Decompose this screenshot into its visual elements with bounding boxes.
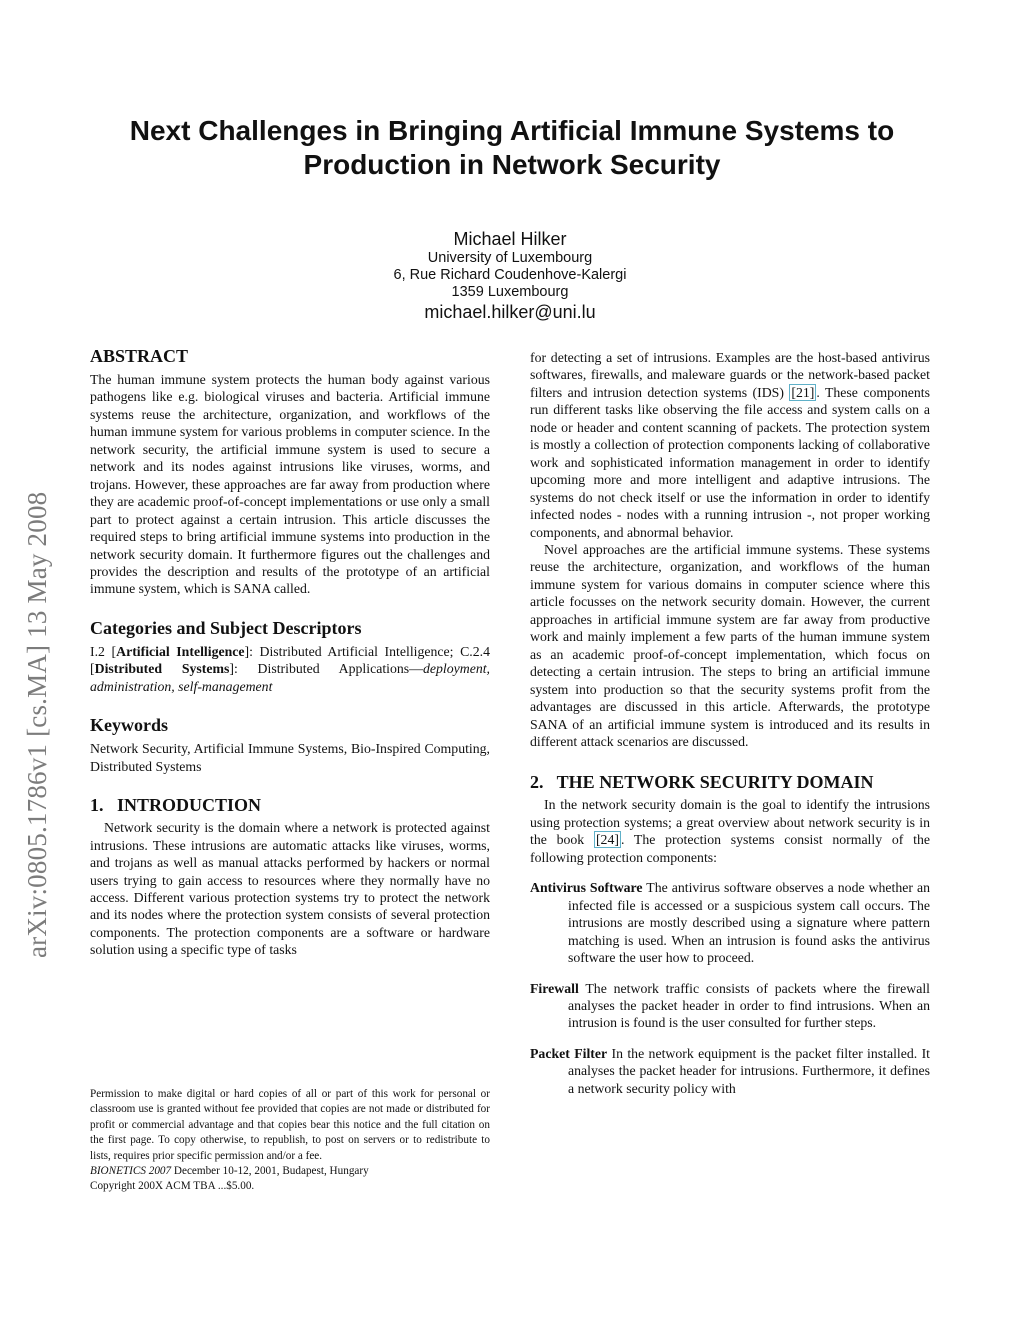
keywords-heading: Keywords bbox=[90, 715, 168, 736]
categories-part-2: ]: Distributed Artificial Intelligence; C.2.4 [ bbox=[90, 643, 490, 677]
introduction-heading: 1. INTRODUCTION bbox=[90, 795, 262, 816]
desc-firewall: The network traffic consists of packets where the firewall analyses the packet header in order to find intrusions. When an intrusion is found is the user consulted for further steps. bbox=[568, 980, 930, 1031]
intro-continued-part-2: . These components run different tasks like observing the file access and system calls on a node or header and content scanning of packets. The protection system is mostly a collection of protection components lacking of collaborative work and sophisticated information management in order to identify upcoming more and more intelligent and adaptive intrusions. The systems do not check itself or use the information in order to identify infected nodes - nodes with a running intrusion -, not proper working components, and abnormal behavior. bbox=[530, 384, 930, 540]
intro-continued-part-1: for detecting a set of intrusions. Examples are the host-based antivirus softwares, firewalls, and maleware guards or the network-based packet filters and intrusion detection systems (IDS) bbox=[530, 350, 930, 400]
abstract-text: The human immune system protects the human body against various pathogens like e.g. biological viruses and bacteria. Artificial immune systems reuse the architecture, organization, and workflows of the human immune system for various problems in computer science. In the network security, the artificial immune system is used to secure a network and its nodes against intrusions like viruses, worms, and trojans. However, these approaches are far away from production where they are academic proof-of-concept implementations or use only a small part to protect against a certain intrusion. This article discusses the required steps to bring artificial immune systems into production in the network security domain. It furthermore figures out the challenges and provides the description and results of the prototype of an artificial immune system, which is SANA called. bbox=[90, 372, 490, 597]
title-line-1: Next Challenges in Bringing Artificial Immune Systems to bbox=[129, 115, 895, 146]
introduction-paragraph-1: Network security is the domain where a network is protected against intrusions. These intrusions are automatic attacks like viruses, worms, and trojans as well as manual attacks performed by hackers or normal users trying to gain access to resources where they normally have no access. Different various protection systems try to protect the network and its nodes where the protection system consists of several protection components. The protection components are a software or hardware solution using a specific type of tasks bbox=[90, 820, 490, 958]
venue-line bbox=[90, 1164, 490, 1179]
right-column bbox=[530, 349, 930, 1097]
intro-paragraph-2: Novel approaches are the artificial immune systems. These systems reuse the architecture, organization, and workflows of the human immune system for various domains in computer science where this article focusses on the network security domain. However, the current approaches in artificial immune system are far away from productive work and mainly implement a few parts of the human immune system as an academic proof-of-concept implementation, which focus on detecting a certain intrusion. The steps to bring an artificial immune system into production so that the security systems profit from the advantages are discussed in this article. Afterwards, the prototype SANA of an artificial immune system is introduced and its results in different attack scenarios are discussed. bbox=[530, 541, 930, 749]
paper-title bbox=[60, 114, 964, 182]
title-line-2: Production in Network Security bbox=[303, 149, 721, 180]
venue-details: December 10-12, 2001, Budapest, Hungary bbox=[171, 1165, 369, 1178]
section-2-heading: 2. THE NETWORK SECURITY DOMAIN bbox=[530, 772, 874, 793]
author-block bbox=[310, 228, 710, 324]
term-firewall: Firewall bbox=[530, 980, 579, 996]
section-2-paragraph-1 bbox=[530, 796, 930, 866]
citation-24-link[interactable]: [24] bbox=[595, 832, 619, 848]
intro-continued-paragraph bbox=[530, 349, 930, 541]
author-affiliation-1: University of Luxembourg bbox=[427, 250, 593, 266]
permission-footnote bbox=[90, 1087, 490, 1195]
categories-terms: deployment, administration, self-management bbox=[90, 661, 490, 694]
term-packet-filter: Packet Filter bbox=[530, 1045, 608, 1061]
desc-packet-filter: In the network equipment is the packet filter installed. It analyses the packet header for intrusions. Furthermore, it defines a network security policy with bbox=[568, 1045, 930, 1096]
category-distributed-systems: Distributed Systems bbox=[94, 661, 230, 677]
citation-21-link[interactable]: [21] bbox=[791, 384, 815, 400]
author-affiliation-2: 6, Rue Richard Coudenhove-Kalergi bbox=[393, 267, 627, 283]
categories-text bbox=[90, 643, 490, 695]
arxiv-stamp bbox=[22, 341, 52, 958]
categories-part-1: I.2 [ bbox=[90, 643, 117, 659]
arxiv-stamp-text: arXiv:0805.1786v1 [cs.MA] 13 May 2008 bbox=[22, 491, 52, 958]
term-antivirus-software: Antivirus Software bbox=[530, 880, 643, 896]
list-item-packet-filter bbox=[530, 1045, 930, 1097]
categories-heading: Categories and Subject Descriptors bbox=[90, 617, 362, 638]
desc-antivirus-software: The antivirus software observes a node whether an infected file is accessed or a suspicious system call occurs. The intrusions are mostly described using a signature where pattern matching is used. When an intrusion is found asks the antivirus software the user how to proceed. bbox=[568, 880, 930, 966]
list-item-antivirus bbox=[530, 879, 930, 966]
left-column bbox=[90, 344, 490, 959]
abstract-heading: ABSTRACT bbox=[90, 346, 189, 366]
permission-text: Permission to make digital or hard copies of all or part of this work for personal or classroom use is granted without fee provided that copies are not made or distributed for profit or commercial advantage and that copies bear this notice and the full citation on the first page. To copy otherwise, to republish, to post on servers or to redistribute to lists, requires prior specific permission and/or a fee. bbox=[90, 1088, 490, 1162]
venue-name: BIONETICS 2007 bbox=[90, 1165, 172, 1178]
author-affiliation-3: 1359 Luxembourg bbox=[451, 284, 569, 300]
keywords-text: Network Security, Artificial Immune Systems, Bio-Inspired Computing, Distributed Systems bbox=[90, 741, 490, 774]
author-name: Michael Hilker bbox=[453, 229, 567, 249]
author-email: michael.hilker@uni.lu bbox=[424, 302, 596, 322]
section-2-part-2: . The protection systems consist normally of the following protection components: bbox=[530, 832, 930, 865]
category-ai: Artificial Intelligence bbox=[116, 643, 245, 659]
list-item-firewall bbox=[530, 980, 930, 1032]
categories-part-3: ]: Distributed Applications— bbox=[229, 661, 423, 677]
copyright-line: Copyright 200X ACM TBA ...$5.00. bbox=[90, 1180, 255, 1193]
section-2-part-1: In the network security domain is the goal to identify the intrusions using protection systems; a great overview about network security is in the book bbox=[530, 797, 930, 848]
